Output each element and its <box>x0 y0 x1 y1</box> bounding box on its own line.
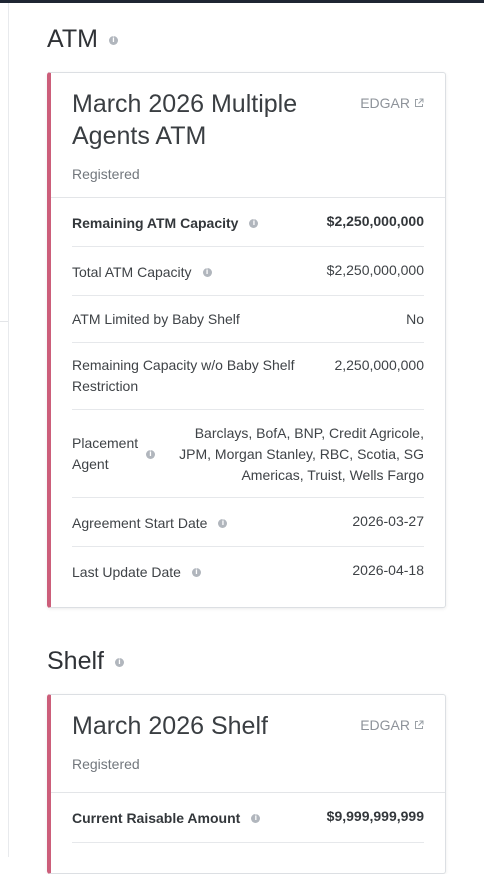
shelf-card-header <box>51 695 445 793</box>
info-icon[interactable]: i <box>249 219 258 228</box>
info-icon[interactable]: i <box>251 814 260 823</box>
detail-row <box>72 198 424 247</box>
detail-row <box>72 498 424 547</box>
sidebar-divider-stub <box>0 321 8 322</box>
info-icon[interactable]: i <box>115 658 124 667</box>
detail-label-text: Remaining ATM Capacity <box>72 215 239 231</box>
shelf-card <box>47 694 446 874</box>
atm-section-title <box>47 24 118 54</box>
detail-row <box>72 547 424 607</box>
detail-label-text: Last Update Date <box>72 564 181 580</box>
detail-label <box>72 309 240 330</box>
atm-card <box>47 72 446 608</box>
info-icon[interactable]: i <box>146 450 155 459</box>
shelf-section-title <box>47 646 124 676</box>
detail-row <box>72 343 424 410</box>
shelf-card-title: March 2026 Shelf <box>72 712 268 740</box>
atm-card-header <box>51 73 445 198</box>
detail-label <box>72 513 227 534</box>
shelf-details-list <box>51 793 445 843</box>
detail-value: $2,250,000,000 <box>326 262 424 278</box>
info-icon[interactable]: i <box>203 268 212 277</box>
detail-value: No <box>406 311 424 327</box>
atm-card-title: March 2026 Multiple Agents ATM <box>72 90 298 150</box>
info-icon[interactable]: i <box>218 519 227 528</box>
detail-label-text: ATM Limited by Baby Shelf <box>72 311 240 327</box>
detail-label <box>72 808 260 829</box>
edgar-link-label: EDGAR <box>360 95 410 111</box>
detail-row <box>72 793 424 843</box>
atm-details-list <box>51 198 445 607</box>
detail-row <box>72 296 424 343</box>
sidebar-divider <box>8 3 9 857</box>
shelf-card-status: Registered <box>72 756 140 772</box>
detail-row <box>72 247 424 296</box>
detail-label-text: Agreement Start Date <box>72 515 208 531</box>
edgar-link[interactable] <box>360 95 424 111</box>
detail-value: 2026-03-27 <box>352 513 424 529</box>
detail-value: 2,250,000,000 <box>334 357 424 373</box>
detail-label <box>72 213 258 234</box>
atm-section-title-text: ATM <box>47 25 98 53</box>
detail-value: 2026-04-18 <box>352 562 424 578</box>
detail-row <box>72 410 424 498</box>
detail-value: Barclays, BofA, BNP, Credit Agricole, JPM, Morgan Stanley, RBC, Scotia, SG Americas, Truist, Wells Fargo <box>179 425 424 483</box>
detail-label-text: Placement Agent <box>72 435 139 472</box>
edgar-link-label: EDGAR <box>360 717 410 733</box>
atm-card-status: Registered <box>72 166 140 182</box>
detail-label <box>72 262 212 283</box>
external-link-icon <box>414 720 424 730</box>
external-link-icon <box>414 98 424 108</box>
detail-value: $9,999,999,999 <box>326 808 424 824</box>
detail-label <box>72 562 201 583</box>
detail-value: $2,250,000,000 <box>326 213 424 229</box>
top-nav-bar <box>0 0 484 3</box>
info-icon[interactable]: i <box>109 36 118 45</box>
detail-label-text: Current Raisable Amount <box>72 810 241 826</box>
shelf-section-title-text: Shelf <box>47 647 104 675</box>
edgar-link[interactable] <box>360 717 424 733</box>
detail-label <box>72 433 155 475</box>
detail-label <box>72 355 302 397</box>
detail-label-text: Total ATM Capacity <box>72 264 192 280</box>
detail-label-text: Remaining Capacity w/o Baby Shelf Restriction <box>72 357 295 394</box>
info-icon[interactable]: i <box>192 568 201 577</box>
